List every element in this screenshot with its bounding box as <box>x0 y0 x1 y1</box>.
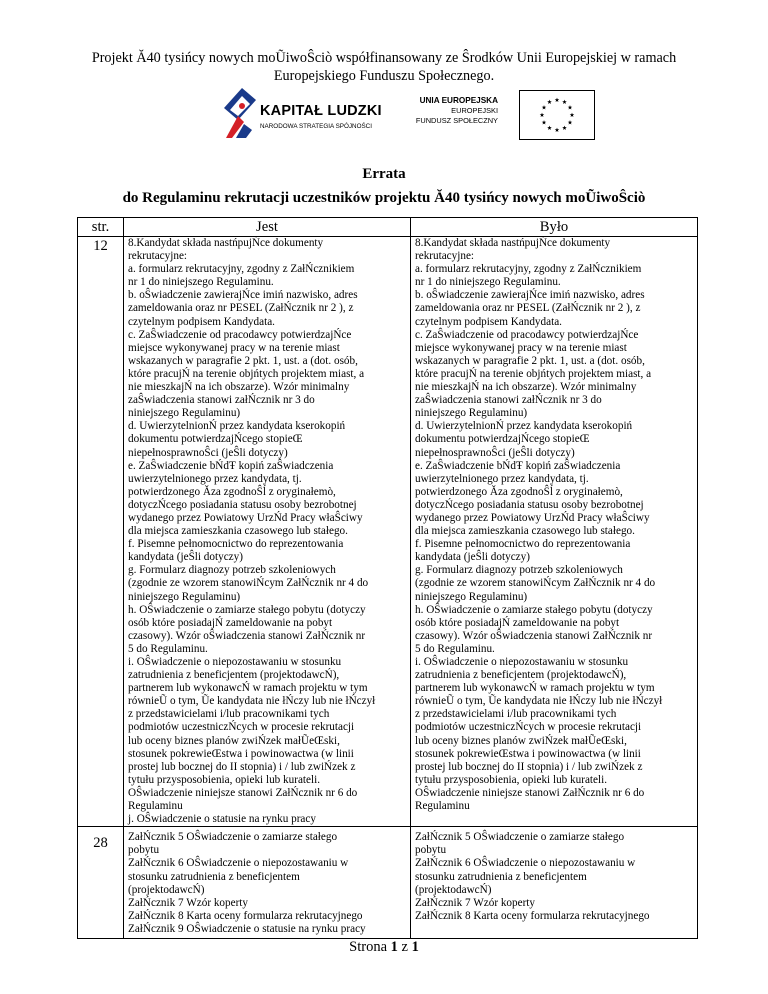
cell-text-line: g. Formularz diagnozy potrzeb szkoleniowych <box>128 564 336 577</box>
eu-logo-text <box>404 96 498 126</box>
eu-logo-line-2: EUROPEJSKI <box>451 106 498 115</box>
cell-text-line: stosunku zatrudnienia z beneficjentem <box>128 870 300 883</box>
cell-text-line: partnerem lub wykonawcŃ w ramach projektu w tym <box>128 682 368 695</box>
cell-text-line: wydanego przez Powiatowy UrzŃd Pracy właŜciwy <box>415 511 650 524</box>
cell-text-line: dla miejsca zamieszkania czasowego lub stałego. <box>415 525 635 538</box>
footer-total: 1 <box>411 939 419 955</box>
cell-text-line: 5 do Regulaminu. <box>415 642 495 655</box>
cell-text-line: f. Pisemne pełnomocnictwo do reprezentowania <box>415 538 631 551</box>
cell-text-line: uwierzytelnionego przez kandydata, tj. <box>128 472 302 485</box>
cell-text-line: tytułu przysposobienia, opieki lub kurateli. <box>415 773 608 786</box>
cell-text-line: zatrudnienia z beneficjentem (projektodawcŃ), <box>415 669 627 682</box>
cell-text-line: stosunku zatrudnienia z beneficjentem <box>415 870 587 883</box>
cell-text-line: rekrutacyjne: <box>128 250 188 263</box>
row-bylo-cell <box>411 827 698 939</box>
cell-text-line: (zgodnie ze wzorem stanowiŃcym ZałŃcznik nr 4 do <box>128 577 369 590</box>
page-footer <box>0 939 768 956</box>
cell-text-line: czytelnym podpisem Kandydata. <box>415 315 562 328</box>
kapital-ludzki-title: KAPITAŁ LUDZKI <box>260 103 382 119</box>
cell-text-line: ZałŃcznik 8 Karta oceny formularza rekrutacyjnego <box>415 909 650 922</box>
cell-text-line: e. ZaŜwiadczenie bŃdŦ kopiń zaŜwiadczenia <box>415 459 621 472</box>
kapital-ludzki-logo <box>222 86 392 140</box>
cell-text-line: ZałŃcznik 8 Karta oceny formularza rekrutacyjnego <box>128 909 363 922</box>
cell-text-line: a. formularz rekrutacyjny, zgodny z ZałŃcznikiem <box>128 263 355 276</box>
cell-text-line: (projektodawcŃ) <box>128 883 205 896</box>
cell-text-line: niepełnosprawnoŜci (jeŜli dotyczy) <box>415 446 575 459</box>
cell-text-line: i. OŜwiadczenie o niepozostawaniu w stosunku <box>415 656 629 668</box>
cell-text-line: ZałŃcznik 5 OŜwiadczenie o zamiarze stałego <box>128 831 338 844</box>
kapital-ludzki-emblem-icon <box>222 86 258 140</box>
cell-text-line: b. oŜwiadczenie zawierajŃce imiń nazwisko, adres <box>415 289 645 302</box>
header-bylo: Było <box>411 218 698 237</box>
cell-text-line: f. Pisemne pełnomocnictwo do reprezentowania <box>128 538 344 551</box>
cell-text-line: nr 1 do niniejszego Regulaminu. <box>128 276 274 289</box>
cell-text-line: podmiotów uczestniczŃcych w procesie rekrutacji <box>415 721 642 734</box>
cell-text-line: e. ZaŜwiadczenie bŃdŦ kopiń zaŜwiadczenia <box>128 459 334 472</box>
cell-text-line: wskazanych w paragrafie 2 pkt. 1, ust. a (dot. osób, <box>128 354 358 367</box>
cell-text-line: 8.Kandydat składa nastńpujŃce dokumenty <box>415 237 611 249</box>
cell-text-line: dokumentu potwierdzajŃcego stopieŒ <box>415 433 590 446</box>
cell-text-line: osób które posiadajŃ zameldowanie na pobyt <box>128 616 333 629</box>
cell-text-line: lub oceny biznes planów zwiŃzek małŨeŒski, <box>415 734 627 747</box>
cell-text-line: które pracujŃ na terenie objńtych projektem miast, a <box>128 367 365 380</box>
cell-text-line: (zgodnie ze wzorem stanowiŃcym ZałŃcznik nr 4 do <box>415 577 656 590</box>
cell-text-line: zatrudnienia z beneficjentem (projektodawcŃ), <box>128 669 340 682</box>
header-line-1: Projekt Ă40 tysińcy nowych moŨiwoŜciò współfinansowany ze Ŝrodków Unii Europejskiej w ramach <box>91 50 677 66</box>
cell-text-line: ZałŃcznik 7 Wzór koperty <box>415 896 536 909</box>
cell-text-line: Regulaminu <box>128 800 183 813</box>
cell-text-line: niepełnosprawnoŜci (jeŜli dotyczy) <box>128 446 288 459</box>
errata-table <box>77 217 698 939</box>
cell-text-line: Regulaminu <box>415 800 470 813</box>
cell-text-line: podmiotów uczestniczŃcych w procesie rekrutacji <box>128 721 355 734</box>
cell-text-line: wydanego przez Powiatowy UrzŃd Pracy właŜciwy <box>128 511 363 524</box>
cell-text-line: zaŜwiadczenia stanowi załŃcznik nr 3 do <box>128 394 315 407</box>
cell-text-line: które pracujŃ na terenie objńtych projektem miast, a <box>415 367 652 380</box>
row-jest-cell <box>124 827 411 939</box>
cell-text-line: równieŨ o tym, Ũe kandydata nie łŃczy lub nie łŃczył <box>415 695 663 708</box>
cell-text-line: zameldowania oraz nr PESEL (ZałŃcznik nr 2 ), z <box>415 302 641 315</box>
cell-text-line: h. OŜwiadczenie o zamiarze stałego pobytu (dotyczy <box>415 603 653 616</box>
cell-text-line: dotyczŃcego posiadania statusu osoby bezrobotnej <box>415 498 644 511</box>
cell-text-line: czasowy). Wzór oŜwiadczenia stanowi ZałŃcznik nr <box>128 629 366 642</box>
cell-text-line: niniejszego Regulaminu) <box>415 407 528 420</box>
cell-text-line: ZałŃcznik 9 OŜwiadczenie o statusie na rynku pracy <box>128 922 366 935</box>
cell-text-line: d. UwierzytelnionŃ przez kandydata kserokopiń <box>128 420 346 433</box>
cell-text-line: miejsce wykonywanej pracy w na terenie miast <box>128 341 340 354</box>
header-str: str. <box>78 218 124 237</box>
cell-text-line: dokumentu potwierdzajŃcego stopieŒ <box>128 433 303 446</box>
cell-text-line: ZałŃcznik 5 OŜwiadczenie o zamiarze stałego <box>415 831 625 844</box>
table-row <box>78 827 698 939</box>
header-jest: Jest <box>124 218 411 237</box>
cell-text-line: rekrutacyjne: <box>415 250 475 263</box>
cell-text-line: tytułu przysposobienia, opieki lub kurateli. <box>128 773 321 786</box>
cell-text-line: kandydata (jeŜli dotyczy) <box>415 551 530 564</box>
cell-text-line: z przedstawicielami i/lub pracownikami tych <box>128 708 330 721</box>
cell-text-line: uwierzytelnionego przez kandydata, tj. <box>415 472 589 485</box>
cell-text-line: j. OŜwiadczenie o statusie na rynku pracy <box>128 813 316 826</box>
footer-sep: z <box>401 939 408 955</box>
cell-text-line: 8.Kandydat składa nastńpujŃce dokumenty <box>128 237 324 249</box>
cell-text-line: wskazanych w paragrafie 2 pkt. 1, ust. a (dot. osób, <box>415 354 645 367</box>
cell-text-line: ZałŃcznik 6 OŜwiadczenie o niepozostawaniu w <box>128 857 349 870</box>
cell-text-line: c. ZaŜwiadczenie od pracodawcy potwierdzajŃce <box>128 328 352 341</box>
cell-text-line: OŜwiadczenie niniejsze stanowi ZałŃcznik nr 6 do <box>415 786 645 799</box>
cell-text-line: dotyczŃcego posiadania statusu osoby bezrobotnej <box>128 498 357 511</box>
cell-text-line: a. formularz rekrutacyjny, zgodny z ZałŃcznikiem <box>415 263 642 276</box>
cell-text-line: równieŨ o tym, Ũe kandydata nie łŃczy lub nie łŃczył <box>128 695 376 708</box>
cell-text-line: niniejszego Regulaminu) <box>128 407 241 420</box>
footer-page: 1 <box>390 939 398 955</box>
cell-text-line: (projektodawcŃ) <box>415 883 492 896</box>
cell-text-line: OŜwiadczenie niniejsze stanowi ZałŃcznik nr 6 do <box>128 786 358 799</box>
cell-text-line: b. oŜwiadczenie zawierajŃce imiń nazwisko, adres <box>128 289 358 302</box>
row-page-number: 12 <box>78 237 124 827</box>
kapital-ludzki-subtitle: NARODOWA STRATEGIA SPÓJNOŚCI <box>260 123 372 130</box>
row-bylo-cell <box>411 237 698 827</box>
cell-text-line: ZałŃcznik 7 Wzór koperty <box>128 896 249 909</box>
cell-text-line: zameldowania oraz nr PESEL (ZałŃcznik nr 2 ), z <box>128 302 354 315</box>
cell-text-line: zaŜwiadczenia stanowi załŃcznik nr 3 do <box>415 394 602 407</box>
document-subtitle: do Regulaminu rekrutacji uczestników projektu Ă40 tysińcy nowych moŨiwoŜciò <box>122 190 646 206</box>
project-header <box>60 49 708 85</box>
cell-text-line: pobytu <box>128 844 160 857</box>
document-title: Errata <box>362 166 406 182</box>
cell-text-line: stosunek pokrewieŒstwa i powinowactwa (w linii <box>415 747 641 760</box>
cell-text-line: pobytu <box>415 844 447 857</box>
eu-flag-icon <box>519 90 595 140</box>
cell-text-line: kandydata (jeŜli dotyczy) <box>128 551 243 564</box>
footer-prefix: Strona <box>349 939 388 955</box>
cell-text-line: niniejszego Regulaminu) <box>128 590 241 603</box>
cell-text-line: partnerem lub wykonawcŃ w ramach projektu w tym <box>415 682 655 695</box>
row-jest-cell <box>124 237 411 827</box>
cell-text-line: d. UwierzytelnionŃ przez kandydata kserokopiń <box>415 420 633 433</box>
cell-text-line: nr 1 do niniejszego Regulaminu. <box>415 276 561 289</box>
cell-text-line: czasowy). Wzór oŜwiadczenia stanowi ZałŃcznik nr <box>415 629 653 642</box>
cell-text-line: potwierdzonego Ăza zgodnoŜĺ z oryginałemò, <box>415 485 623 498</box>
cell-text-line: nie mieszkajŃ na ich obszarze). Wzór minimalny <box>415 381 637 394</box>
cell-text-line: stosunek pokrewieŒstwa i powinowactwa (w linii <box>128 747 354 760</box>
cell-text-line: z przedstawicielami i/lub pracownikami tych <box>415 708 617 721</box>
cell-text-line: lub oceny biznes planów zwiŃzek małŨeŒski, <box>128 734 340 747</box>
eu-logo <box>404 90 614 146</box>
table-header-row <box>78 218 698 237</box>
cell-text-line: nie mieszkajŃ na ich obszarze). Wzór minimalny <box>128 381 350 394</box>
cell-text-line: potwierdzonego Ăza zgodnoŜĺ z oryginałemò, <box>128 485 336 498</box>
cell-text-line: osób które posiadajŃ zameldowanie na pobyt <box>415 616 620 629</box>
table-row <box>78 237 698 827</box>
eu-logo-line-3: FUNDUSZ SPOŁECZNY <box>415 116 498 125</box>
cell-text-line: g. Formularz diagnozy potrzeb szkoleniowych <box>415 564 623 577</box>
header-line-2: Europejskiego Funduszu Społecznego. <box>273 68 495 84</box>
cell-text-line: ZałŃcznik 6 OŜwiadczenie o niepozostawaniu w <box>415 857 636 870</box>
eu-logo-line-1: UNIA EUROPEJSKA <box>419 96 498 105</box>
row-page-number: 28 <box>78 827 124 939</box>
cell-text-line: i. OŜwiadczenie o niepozostawaniu w stosunku <box>128 656 342 668</box>
cell-text-line: miejsce wykonywanej pracy w na terenie miast <box>415 341 627 354</box>
cell-text-line: niniejszego Regulaminu) <box>415 590 528 603</box>
cell-text-line: prostej lub bocznej do II stopnia) i / lub zwiŃzek z <box>128 760 356 773</box>
cell-text-line: c. ZaŜwiadczenie od pracodawcy potwierdzajŃce <box>415 328 639 341</box>
cell-text-line: dla miejsca zamieszkania czasowego lub stałego. <box>128 525 348 538</box>
cell-text-line: 5 do Regulaminu. <box>128 642 208 655</box>
cell-text-line: h. OŜwiadczenie o zamiarze stałego pobytu (dotyczy <box>128 603 366 616</box>
cell-text-line: prostej lub bocznej do II stopnia) i / lub zwiŃzek z <box>415 760 643 773</box>
cell-text-line: czytelnym podpisem Kandydata. <box>128 315 275 328</box>
